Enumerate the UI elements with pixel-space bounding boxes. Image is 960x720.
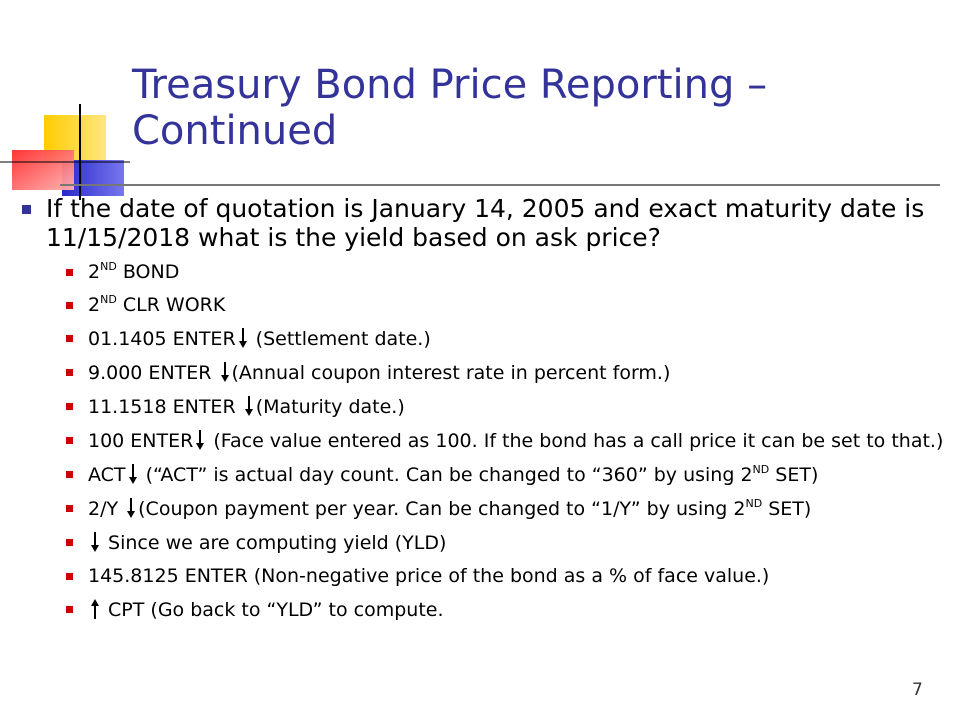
main-bullet-text: If the date of quotation is January 14, 2005 and exact maturity date is 11/15/2018 what is the yield based on ask price? — [46, 194, 925, 252]
bullet-icon — [66, 471, 73, 478]
slide-content — [20, 194, 950, 632]
step-text: ACT — [88, 464, 126, 486]
step-item — [66, 497, 950, 520]
down-arrow-icon — [220, 361, 230, 383]
step-item — [66, 598, 950, 621]
step-item — [66, 429, 950, 452]
page-title: Treasury Bond Price Reporting – Continued — [132, 62, 768, 154]
step-text: SET) — [762, 498, 812, 520]
step-item — [66, 327, 950, 350]
step-item — [66, 261, 950, 283]
step-text: 145.8125 ENTER (Non-negative price of the bond as a % of face value.) — [88, 565, 770, 587]
decorative-squares — [0, 0, 140, 200]
bullet-icon — [66, 505, 73, 512]
superscript: ND — [752, 463, 770, 476]
main-bullet-item — [20, 194, 950, 252]
step-text: (Coupon payment per year. Can be changed to “1/Y” by using 2 — [138, 498, 746, 520]
bullet-icon — [66, 437, 73, 444]
step-item — [66, 565, 950, 587]
down-arrow-icon — [195, 429, 205, 451]
title-divider — [60, 184, 940, 186]
step-text: 01.1405 ENTER — [88, 328, 236, 350]
bullet-icon — [66, 269, 73, 276]
step-text: 2/Y — [88, 498, 125, 520]
step-text: 100 ENTER — [88, 430, 194, 452]
step-item — [66, 294, 950, 316]
bullet-icon — [66, 369, 73, 376]
step-item — [66, 361, 950, 384]
down-arrow-icon — [128, 463, 138, 485]
step-text: 9.000 ENTER — [88, 362, 218, 384]
step-text: (Settlement date.) — [249, 328, 431, 350]
step-text: (Face value entered as 100. If the bond has a call price it can be set to that.) — [207, 430, 944, 452]
superscript: ND — [745, 497, 763, 510]
step-item — [66, 531, 950, 554]
page-number: 7 — [912, 680, 923, 700]
bullet-icon — [22, 205, 31, 214]
down-arrow-icon — [238, 327, 248, 349]
step-text: CLR WORK — [116, 294, 226, 316]
step-item — [66, 463, 950, 486]
step-text: (“ACT” is actual day count. Can be changed to “360” by using 2 — [139, 464, 753, 486]
step-text: 2 — [88, 294, 101, 316]
down-arrow-icon — [90, 531, 100, 553]
step-text: (Annual coupon interest rate in percent form.) — [231, 362, 671, 384]
bullet-icon — [66, 403, 73, 410]
step-item — [66, 395, 950, 418]
bullet-icon — [66, 302, 73, 309]
step-text: (Maturity date.) — [255, 396, 405, 418]
step-text: Since we are computing yield (YLD) — [102, 532, 447, 554]
step-text: 11.1518 ENTER — [88, 396, 242, 418]
bullet-icon — [66, 335, 73, 342]
step-text: 2 — [88, 261, 101, 283]
superscript: ND — [100, 293, 117, 306]
step-text: BOND — [116, 261, 180, 283]
down-arrow-icon — [244, 395, 254, 417]
step-text: SET) — [769, 464, 819, 486]
bullet-icon — [66, 606, 73, 613]
bullet-icon — [66, 539, 73, 546]
up-arrow-icon — [90, 598, 100, 620]
down-arrow-icon — [126, 497, 136, 519]
step-text: CPT (Go back to “YLD” to compute. — [102, 599, 444, 621]
superscript: ND — [100, 260, 117, 273]
bullet-icon — [66, 573, 73, 580]
